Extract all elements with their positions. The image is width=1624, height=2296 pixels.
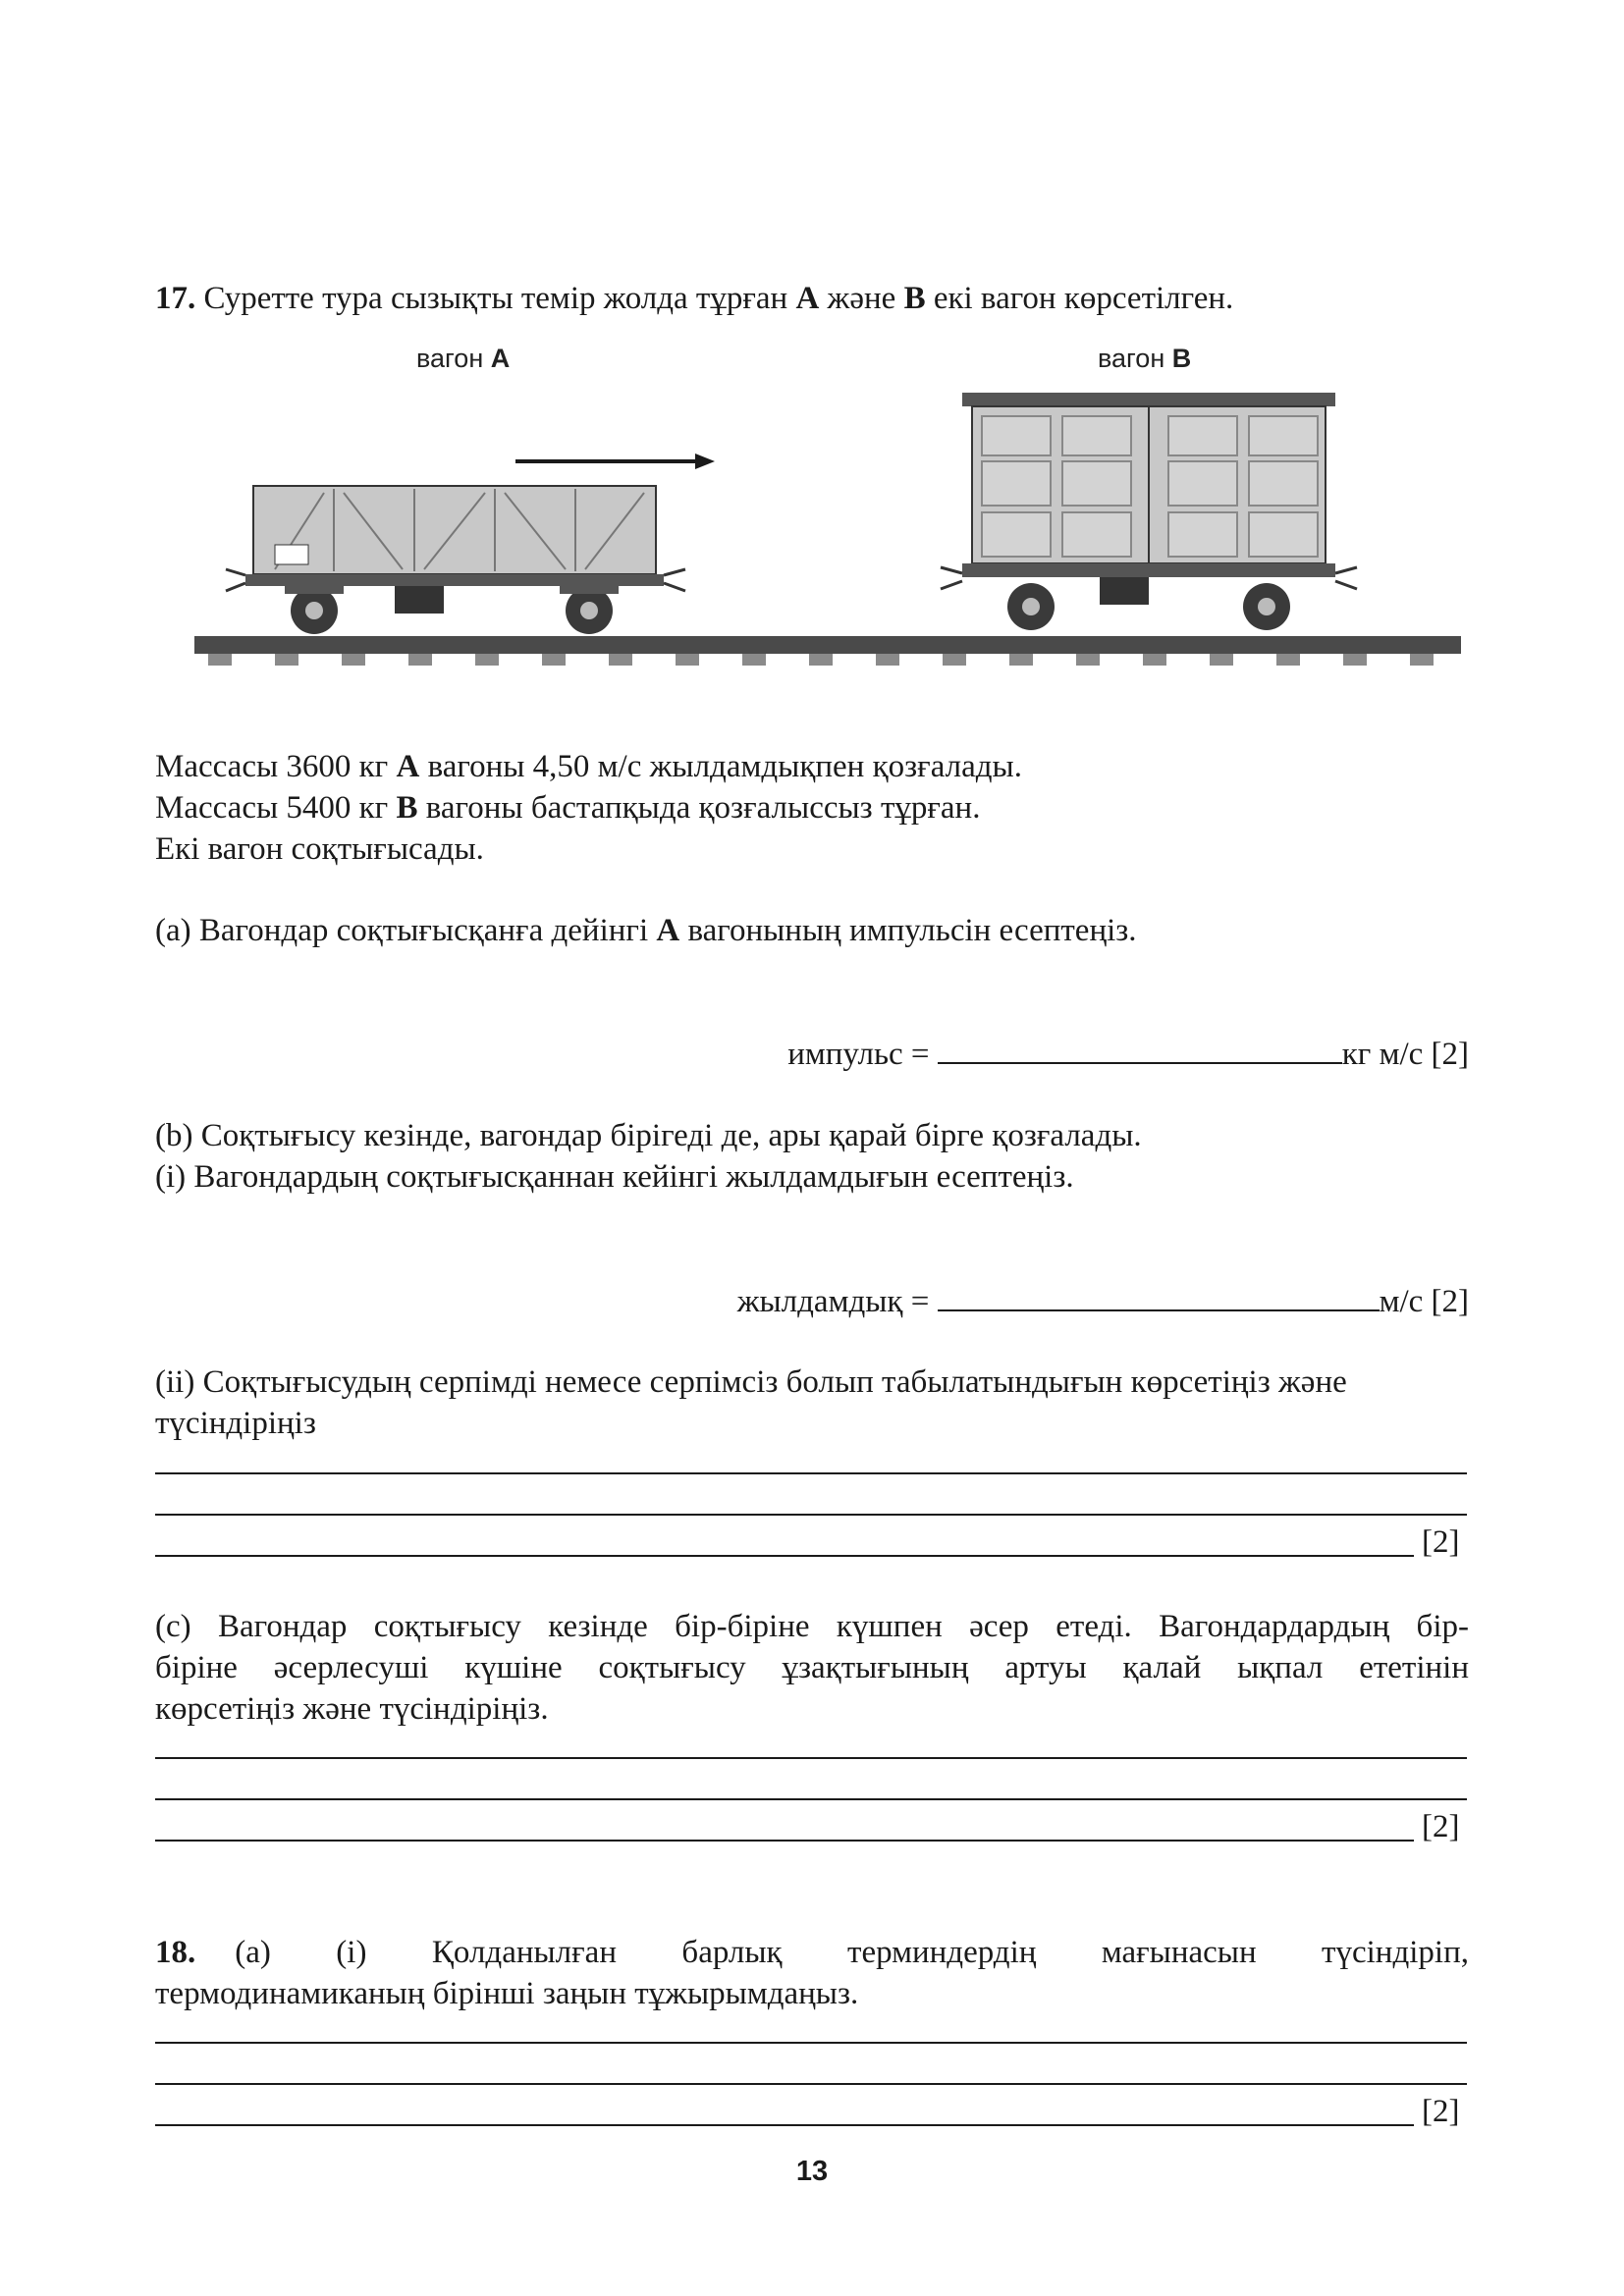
momentum-answer-line: импульс = кг м/с [2]: [787, 1033, 1469, 1075]
given-line-2: Массасы 5400 кг B вагоны бастапқыда қозғалыссыз тұрған.: [155, 790, 981, 826]
part-b-i-question: (i) Вагондардың соқтығысқаннан кейінгі жылдамдығын есептеңіз.: [155, 1159, 1074, 1195]
given-line-3: Екі вагон соқтығысады.: [155, 831, 484, 867]
c-mark: [2]: [1422, 1809, 1460, 1844]
velocity-answer-line: жылдамдық = м/с [2]: [737, 1280, 1469, 1322]
q17-intro: 17. Суретте тура сызықты темір жолда тұрған A және B екі вагон көрсетілген.: [155, 281, 1234, 316]
momentum-answer-field[interactable]: [938, 1033, 1342, 1064]
part-c-line-2: біріне әсерлесуші күшіне соқтығысу ұзақтығының артуы қалай ықпал ететінін: [155, 1650, 1469, 1685]
given-line-1: Массасы 3600 кг A вагоны 4,50 м/с жылдамдықпен қозғалады.: [155, 749, 1022, 784]
wagon-a: [226, 486, 685, 634]
q18-mark: [2]: [1422, 2094, 1460, 2129]
b-ii-answer-line-3[interactable]: [155, 1555, 1414, 1557]
part-b-ii-line-1: (ii) Соқтығысудың серпімді немесе серпімсіз болып табылатындығын көрсетіңіз және: [155, 1364, 1347, 1400]
c-answer-line-3[interactable]: [155, 1840, 1414, 1842]
q18-line-2: термодинамиканың бірінші заңын тұжырымдаңыз.: [155, 1976, 859, 2011]
b-ii-answer-line-1[interactable]: [155, 1472, 1467, 1474]
wagon-b: [941, 393, 1357, 630]
b-ii-mark: [2]: [1422, 1524, 1460, 1560]
q17-number: 17.: [155, 281, 196, 316]
q18-answer-line-3[interactable]: [155, 2124, 1414, 2126]
motion-arrow: [515, 454, 715, 469]
q18-line-1: 18. (a) (i) Қолданылған барлық терминдердің мағынасын түсіндіріп,: [155, 1932, 1469, 1973]
velocity-answer-field[interactable]: [938, 1280, 1380, 1311]
wagon-b-label: вагон B: [1098, 344, 1192, 373]
part-b-intro: (b) Соқтығысу кезінде, вагондар бірігеді де, ары қарай бірге қозғалады.: [155, 1118, 1142, 1153]
wagon-a-label: вагон A: [416, 344, 511, 373]
part-c-line-3: көрсетіңіз және түсіндіріңіз.: [155, 1691, 549, 1727]
q18-answer-line-1[interactable]: [155, 2042, 1467, 2044]
c-answer-line-2[interactable]: [155, 1798, 1467, 1800]
part-a-question: (a) Вагондар соқтығысқанға дейінгі A вагонының импульсін есептеңіз.: [155, 913, 1137, 948]
rail-track: [194, 636, 1461, 666]
part-b-ii-line-2: түсіндіріңіз: [155, 1406, 316, 1441]
part-c-line-1: (c) Вагондар соқтығысу кезінде бір-біріне күшпен әсер етеді. Вагондардардың бір-: [155, 1609, 1469, 1644]
b-ii-answer-line-2[interactable]: [155, 1514, 1467, 1516]
q18-answer-line-2[interactable]: [155, 2083, 1467, 2085]
q18-number: 18.: [155, 1935, 196, 1970]
c-answer-line-1[interactable]: [155, 1757, 1467, 1759]
wagons-figure: [187, 383, 1473, 677]
page-number: 13: [795, 2156, 829, 2187]
